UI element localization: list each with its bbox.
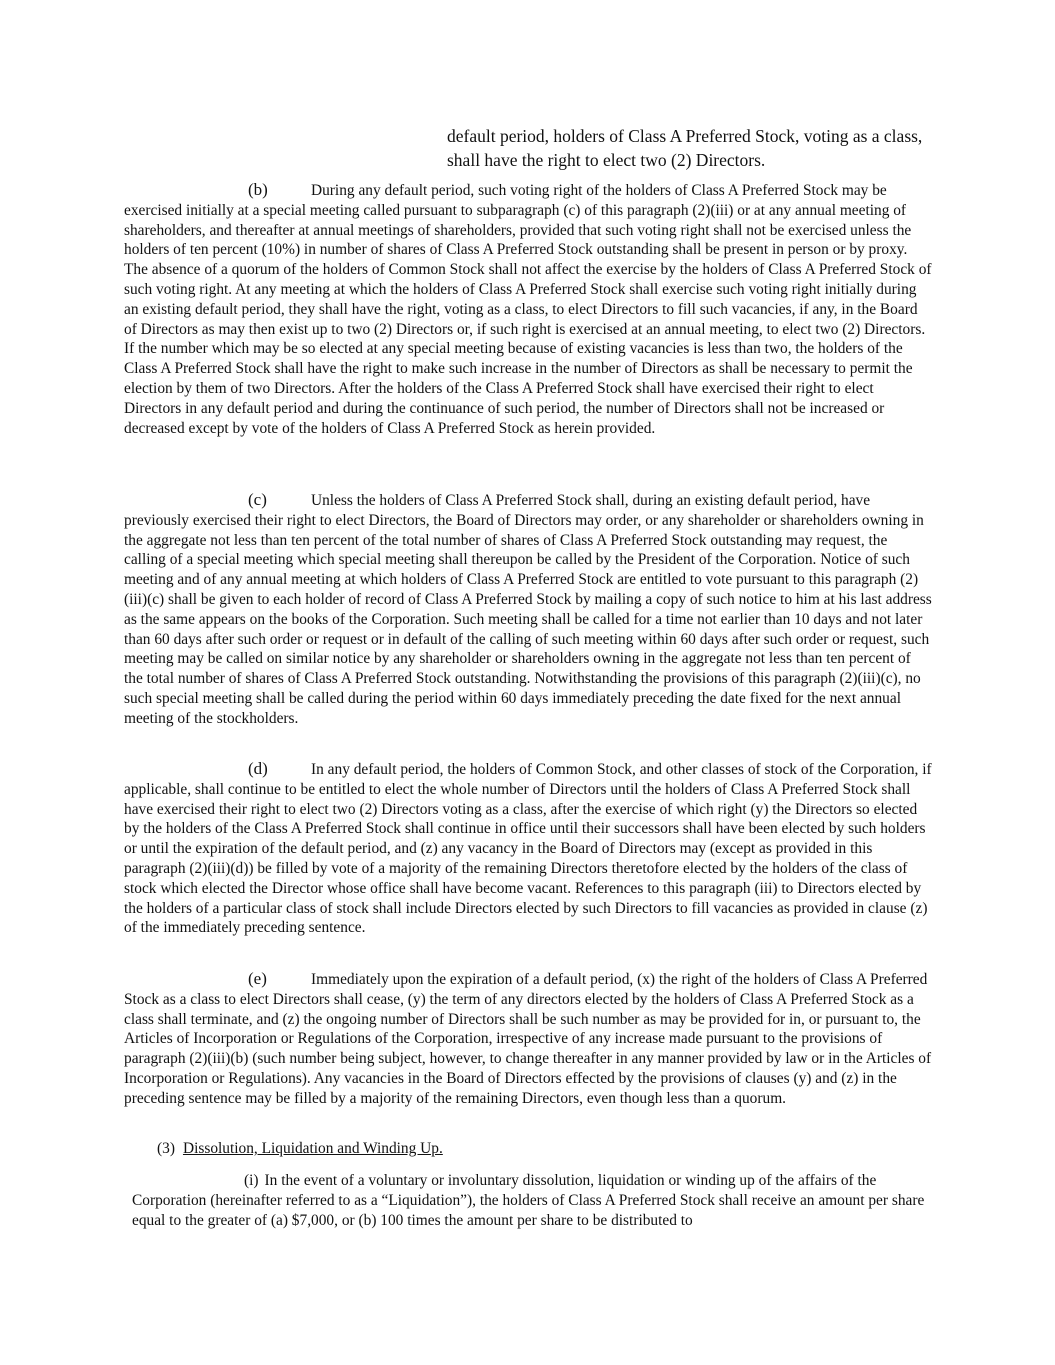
paragraph-c-label: (c) xyxy=(248,490,267,509)
paragraph-d-text: In any default period, the holders of Common Stock, and other classes of stock of the Corporation, if applicable, shall continue to be entitled to elect the whole number of Directors until the holders of Class A Preferred Stock shall have exercised their right to elect two (2) Directors voting as a class, after the exercise of which right (y) the Directors so elected by the holders of the Class A Preferred Stock shall continue in office until their successors shall have been elected by such holders or until the expiration of the default period, and (z) any vacancy in the Board of Directors may (except as provided in this paragraph (2)(iii)(d)) be filled by vote of a majority of the remaining Directors theretofore elected by the holders of the class of stock which elected the Director whose office shall have become vacant. References to this paragraph (iii) to Directors elected by the holders of a particular class of stock shall include Directors elected by such Directors to fill vacancies as provided in clause (z) of the immediately preceding sentence. xyxy=(124,761,932,937)
section-3-heading xyxy=(157,1139,443,1159)
paragraph-d-label: (d) xyxy=(248,759,268,778)
paragraph-b-label: (b) xyxy=(248,180,268,199)
section-3-number: (3) xyxy=(157,1140,175,1157)
section-3-paragraph-i xyxy=(132,1171,932,1230)
section-3-i-label: (i) xyxy=(244,1172,259,1189)
paragraph-b-text: During any default period, such voting right of the holders of Class A Preferred Stock may be exercised initially at a special meeting called pursuant to subparagraph (c) of this paragraph (2)(iii) or at any annual meeting of shareholders, and thereafter at annual meetings of shareholders, provided that such voting right shall not be exercised unless the holders of ten percent (10%) in number of shares of Class A Preferred Stock outstanding shall be present in person or by proxy. The absence of a quorum of the holders of Common Stock shall not affect the exercise by the holders of Class A Preferred Stock of such voting right. At any meeting at which the holders of Class A Preferred Stock shall exercise such voting right initially during an existing default period, they shall have the right, voting as a class, to elect Directors to fill such vacancies, if any, in the Board of Directors as may then exist up to two (2) Directors or, if such right is exercised at an annual meeting, to elect two (2) Directors. If the number which may be so elected at any special meeting because of existing vacancies is less than two, the holders of the Class A Preferred Stock shall have the right to make such increase in the number of Directors as shall be necessary to permit the election by them of two Directors. After the holders of the Class A Preferred Stock shall have exercised their right to elect Directors in any default period and during the continuance of such period, the number of Directors shall not be increased or decreased except by vote of the holders of Class A Preferred Stock as herein provided. xyxy=(124,182,932,437)
paragraph-b xyxy=(124,180,932,438)
paragraph-e xyxy=(124,969,932,1109)
paragraph-c-text: Unless the holders of Class A Preferred Stock shall, during an existing default period, have previously exercised their right to elect Directors, the Board of Directors may order, or any shareholder or shareholders owning in the aggregate not less than ten percent of the total number of shares of Class A Preferred Stock outstanding may request, the calling of a special meeting which special meeting shall thereupon be called by the President of the Corporation. Notice of such meeting and of any annual meeting at which holders of Class A Preferred Stock are entitled to vote pursuant to this paragraph (2)(iii)(c) shall be given to each holder of record of Class A Preferred Stock by mailing a copy of such notice to him at his last address as the same appears on the books of the Corporation. Such meeting shall be called for a time not earlier than 10 days and not later than 60 days after such order or request or in default of the calling of such meeting within 60 days after such order or request, such meeting may be called on similar notice by any shareholder or shareholders owning in the aggregate not less than ten percent of the total number of shares of Class A Preferred Stock outstanding. Notwithstanding the provisions of this paragraph (2)(iii)(c), no such special meeting shall be called during the period within 60 days immediately preceding the date fixed for the next annual meeting of the stockholders. xyxy=(124,492,932,727)
intro-continuation: default period, holders of Class A Preferred Stock, voting as a class, shall have the right to elect two (2) Directors. xyxy=(447,126,923,170)
paragraph-e-label: (e) xyxy=(248,969,267,988)
section-3-i-text: In the event of a voluntary or involuntary dissolution, liquidation or winding up of the affairs of the Corporation (hereinafter referred to as a “Liquidation”), the holders of Class A Preferred Stock shall receive an amount per share equal to the greater of (a) $7,000, or (b) 100 times the amount per share to be distributed to xyxy=(132,1172,925,1229)
section-3-title: Dissolution, Liquidation and Winding Up. xyxy=(182,1140,443,1157)
paragraph-c xyxy=(124,490,932,729)
paragraph-e-text: Immediately upon the expiration of a default period, (x) the right of the holders of Class A Preferred Stock as a class to elect Directors shall cease, (y) the term of any directors elected by the holders of Class A Preferred Stock as a class shall terminate, and (z) the ongoing number of Directors shall be such number as may be provided for in, or pursuant to, the Articles of Incorporation or Regulations of the Corporation, irrespective of any increase made pursuant to the provisions of paragraph (2)(iii)(b) (such number being subject, however, to change thereafter in any manner provided by law or in the Articles of Incorporation or Regulations). Any vacancies in the Board of Directors effected by the provisions of clauses (y) and (z) in the preceding sentence may be filled by a majority of the remaining Directors, even though less than a quorum. xyxy=(124,971,932,1107)
paragraph-d xyxy=(124,759,932,938)
